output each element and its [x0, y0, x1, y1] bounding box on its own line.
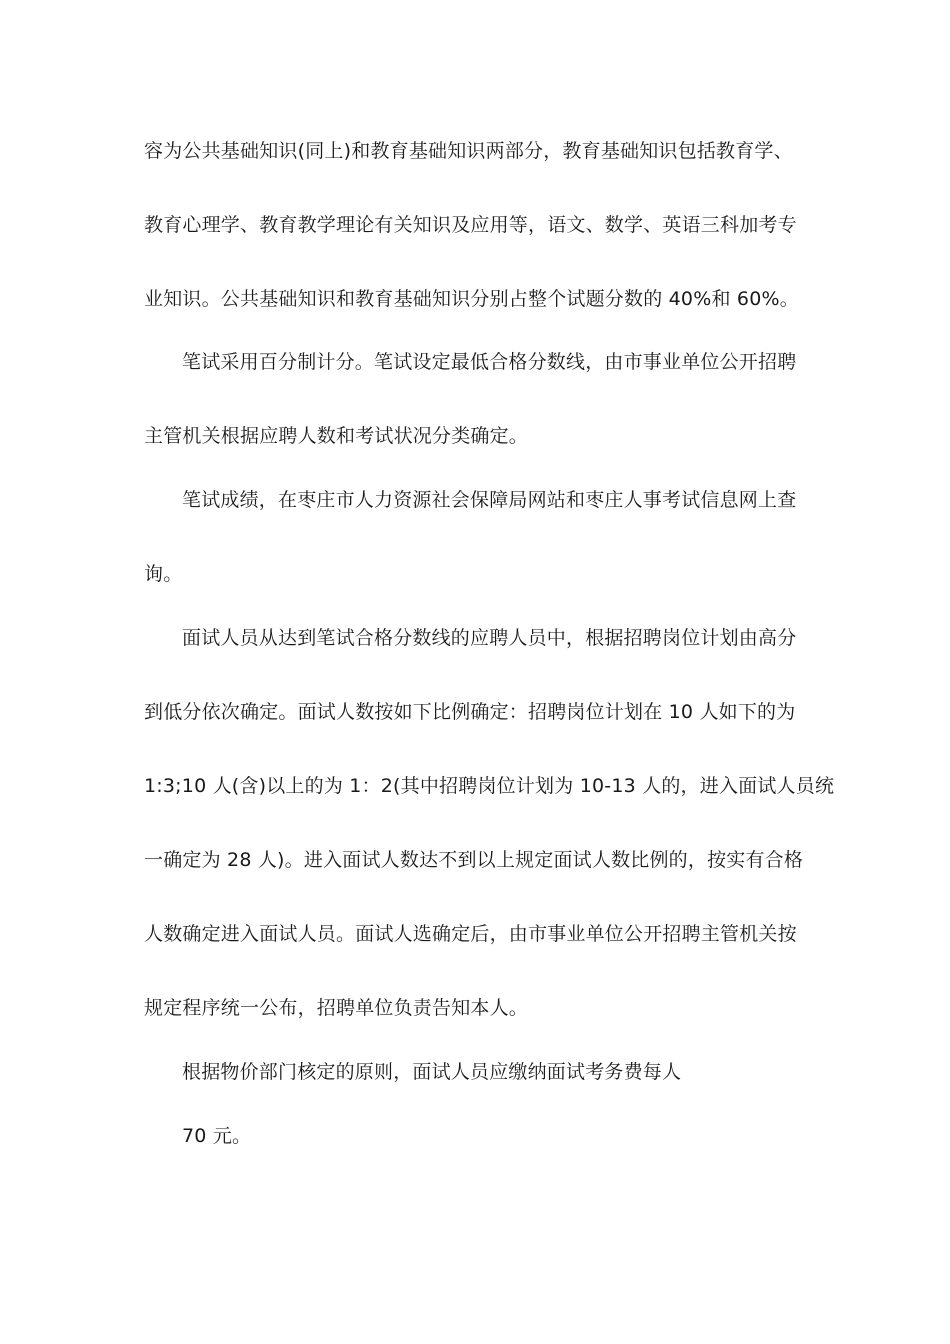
text-line: 教育心理学、教育教学理论有关知识及应用等，语文、数学、英语三科加考专	[144, 214, 797, 236]
text-line: 到低分依次确定。面试人数按如下比例确定：招聘岗位计划在 10 人如下的为	[144, 701, 796, 723]
text-line: 70 元。	[182, 1125, 252, 1147]
paragraph-first-line: 根据物价部门核定的原则，面试人员应缴纳面试考务费每人	[182, 1061, 682, 1083]
text-line: 主管机关根据应聘人数和考试状况分类确定。	[144, 425, 529, 447]
text-line: 1:3;10 人(含)以上的为 1：2(其中招聘岗位计划为 10-13 人的，进入面试人员统	[144, 775, 835, 797]
text-line: 一确定为 28 人)。进入面试人数达不到以上规定面试人数比例的，按实有合格	[144, 849, 804, 871]
text-line: 容为公共基础知识(同上)和教育基础知识两部分，教育基础知识包括教育学、	[144, 140, 793, 162]
text-line: 规定程序统一公布，招聘单位负责告知本人。	[144, 997, 529, 1019]
paragraph-first-line: 笔试成绩，在枣庄市人力资源社会保障局网站和枣庄人事考试信息网上查	[182, 489, 797, 511]
text-line: 业知识。公共基础知识和教育基础知识分别占整个试题分数的 40%和 60%。	[144, 288, 799, 310]
text-line: 询。	[144, 563, 183, 585]
paragraph-first-line: 面试人员从达到笔试合格分数线的应聘人员中，根据招聘岗位计划由高分	[182, 627, 797, 649]
paragraph-first-line: 笔试采用百分制计分。笔试设定最低合格分数线，由市事业单位公开招聘	[182, 351, 797, 373]
text-line: 人数确定进入面试人员。面试人选确定后，由市事业单位公开招聘主管机关按	[144, 923, 797, 945]
